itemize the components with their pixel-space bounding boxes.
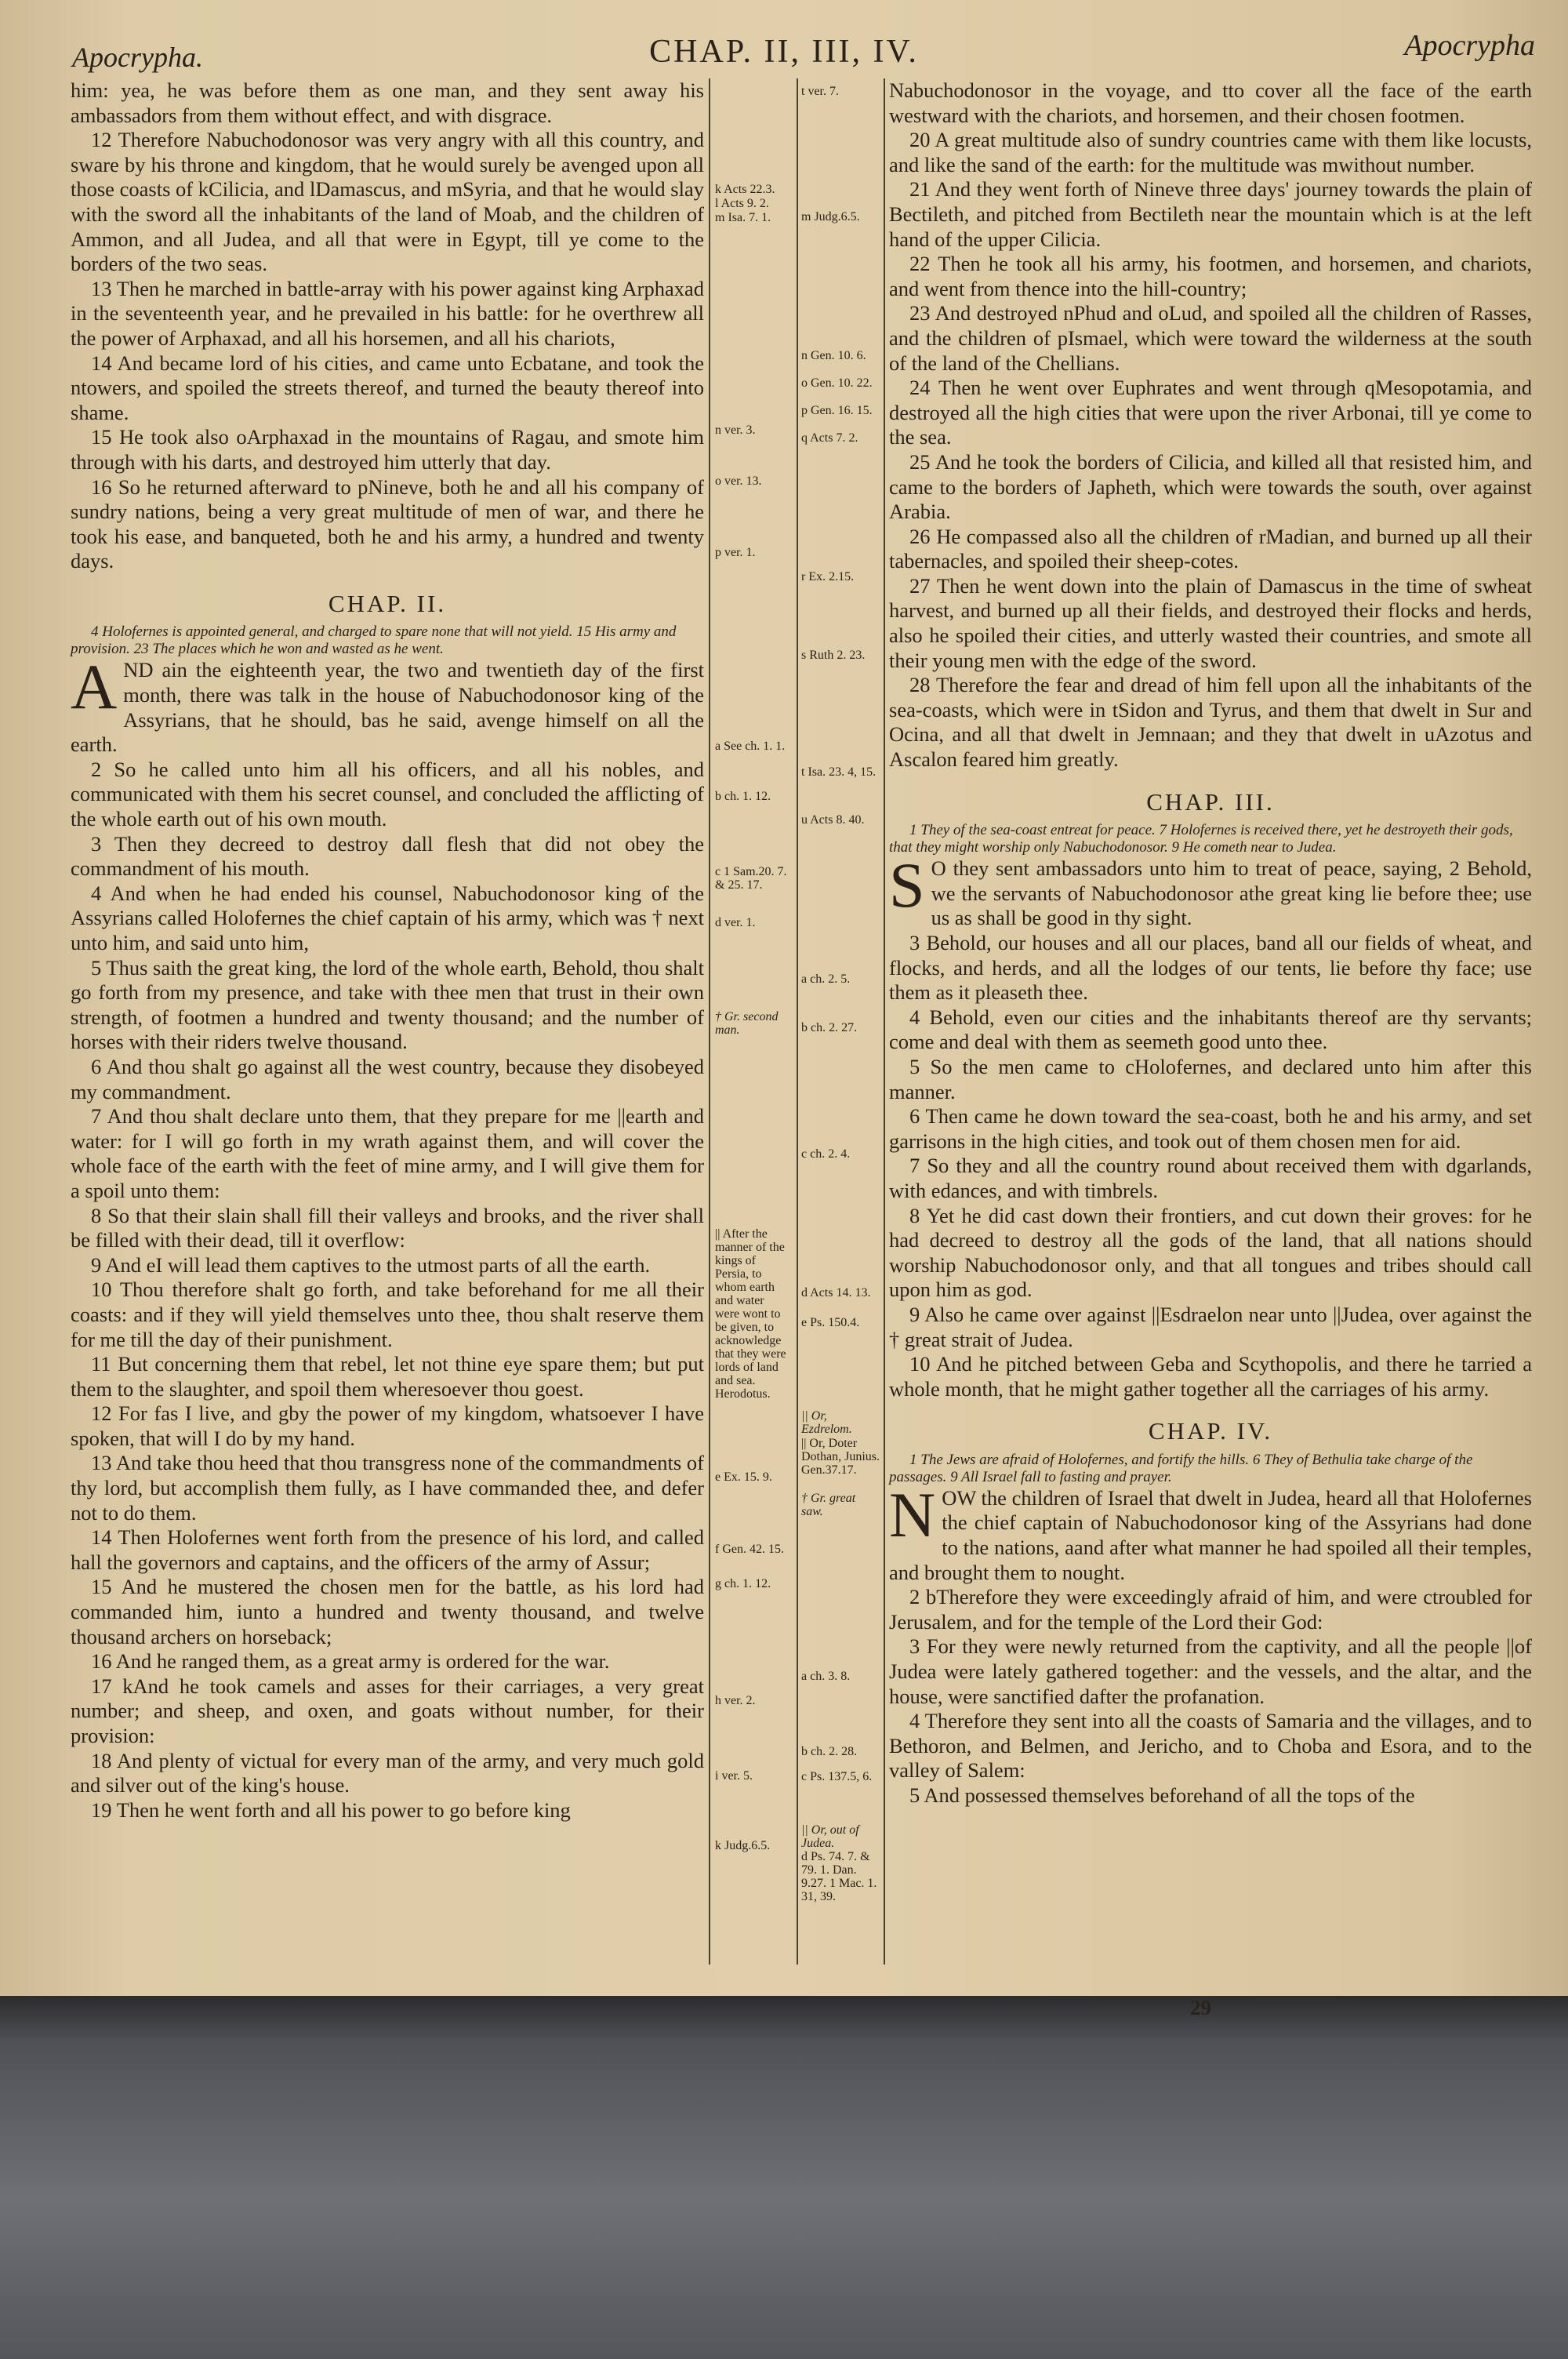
running-head-left: Apocrypha. (72, 42, 203, 73)
margin-note: n Gen. 10. 6. (801, 349, 866, 362)
margin-note: s Ruth 2. 23. (801, 649, 866, 662)
verse: 21 And they went forth of Nineve three days' journey towards the plain of Bectileth, and pitched from Bectileth near the mountain which is at the left hand of the upper Cilicia. (889, 177, 1532, 251)
verse (889, 1478, 1532, 1585)
margin-note: k Judg.6.5. (715, 1839, 771, 1852)
chapter-summary: 4 Holofernes is appointed general, and charged to spare none that will not yield. 15 His army and provision. 23 The places which he won and wasted as he went. (71, 623, 677, 658)
margin-note: a See ch. 1. 1. (715, 740, 786, 753)
verse-text: OW the children of Israel that dwelt in Judea, heard all that Holofernes the chief captain of Nabuchodonosor king of the Assyrians had done to the nations, aand after what manner he had spoiled all their temples, and brought them to nought. (889, 1485, 1532, 1584)
page-number: 29 (1190, 1996, 1211, 2019)
margin-note: † Gr. great saw. (801, 1492, 856, 1518)
margin-note: c Ps. 137.5, 6. (801, 1770, 873, 1783)
verse: 28 Therefore the fear and dread of him fell upon all the inhabitants of the sea-coasts, which were in tSidon and Tyrus, and them that dwelt in Sur and Ocina, and all that dwelt in Jemnaan; and they that dwelt in uAzotus and Ascalon feared him greatly. (889, 673, 1532, 772)
verse: 2 bTherefore they were exceedingly afraid of him, and were ctroubled for Jerusalem, and for the temple of the Lord their God: (889, 1585, 1532, 1634)
margin-note: a ch. 3. 8. (801, 1670, 851, 1683)
verse: him: yea, he was before them as one man, and they sent away his ambassadors from them without effect, and with disgrace. (71, 78, 704, 127)
verse: 20 A great multitude also of sundry countries came with them like locusts, and like the sand of the earth: for the multitude was mwithout number. (889, 128, 1532, 176)
chapter-heading: CHAP. II. (328, 589, 447, 617)
verse: 12 For fas I live, and gby the power of my kingdom, whatsoever I have spoken, that will I do by my hand. (71, 1401, 704, 1450)
verse: 25 And he took the borders of Cilicia, and killed all that resisted him, and came to the borders of Japheth, which were towards the south, over against Arabia. (889, 449, 1532, 524)
verse: 19 Then he went forth and all his power to go before king (91, 1797, 571, 1822)
verse: 8 Yet he did cast down their frontiers, and cut down their groves: for he had decreed to destroy all the gods of the land, that all nations should worship Nabuchodonosor only, and that all tongues and tribes should call upon him as god. (889, 1203, 1532, 1302)
margin-note: l Acts 9. 2. (715, 197, 769, 210)
margin-note: e Ps. 150.4. (801, 1316, 860, 1329)
running-head-center: CHAP. II, III, IV. (649, 34, 919, 70)
margin-note: d ver. 1. (715, 916, 756, 929)
verse: 7 And thou shalt declare unto them, that they prepare for me ||earth and water: for I will go forth in my wrath against them, and will cover the whole face of the earth with the feet of mine army, and I will give them for a spoil unto them: (71, 1104, 704, 1202)
verse: 24 Then he went over Euphrates and went through qMesopotamia, and destroyed all the high cities that were upon the river Arbonai, till ye come to the sea. (889, 376, 1532, 449)
margin-note: k Acts 22.3. (715, 183, 775, 196)
margin-note: o ver. 13. (715, 474, 762, 488)
verse-text: O they sent ambassadors unto him to treat of peace, saying, 2 Behold, we the servants of Nabuchodonosor athe great king lie before thee; use us as shall be good in thy sight. (931, 856, 1532, 930)
verse: 9 Also he came over against ||Esdraelon near unto ||Judea, over against the † great strait of Judea. (889, 1302, 1532, 1351)
margin-note: || Or, out of Judea. (801, 1823, 859, 1850)
verse: 14 Then Holofernes went forth from the presence of his lord, and called hall the governors and captains, and the officers of the army of Assur; (71, 1525, 704, 1574)
verse: 22 Then he took all his army, his footmen, and horsemen, and chariots, and went from thence into the hill-country; (889, 252, 1532, 300)
column-rule (884, 78, 885, 1965)
chapter-heading: CHAP. IV. (1148, 1417, 1273, 1445)
margin-note: o Gen. 10. 22. (801, 376, 873, 390)
verse: 16 And he ranged them, as a great army is ordered for the war. (91, 1649, 610, 1674)
verse: 26 He compassed also all the children of rMadian, and burned up all their tabernacles, and spoiled their sheep-cotes. (889, 524, 1532, 573)
verse: 4 Therefore they sent into all the coasts of Samaria and the villages, and to Bethoron, and Belmen, and Jericho, and to Choba and Esora, and to the valley of Salem: (889, 1709, 1532, 1783)
margin-note: || After the manner of the kings of Persia, to whom earth and water were wont to be given, to acknowledge that they were lords of land and sea. Herodotus. (715, 1227, 786, 1401)
margin-note: e Ex. 15. 9. (715, 1470, 772, 1484)
verse: 23 And destroyed nPhud and oLud, and spoiled all the children of Rasses, and the children of pIsmael, which were toward the wilderness at the south of the land of the Chellians. (889, 301, 1532, 375)
margin-note: b ch. 2. 27. (801, 1021, 858, 1034)
verse: 3 Then they decreed to destroy dall flesh that did not obey the commandment of his mouth. (71, 831, 704, 881)
margin-note: m Judg.6.5. (801, 210, 860, 224)
verse: 16 So he returned afterward to pNineve, both he and all his company of sundry nations, being a very great multitude of men of war, and there he took his ease, and banqueted, both he and his army, a hundred and twenty days. (71, 474, 704, 573)
column-rule (797, 78, 798, 1965)
verse: 14 And became lord of his cities, and came unto Ecbatane, and took the ntowers, and spoiled the streets thereof, and turned the beauty thereof into shame. (71, 351, 704, 424)
verse: 9 And eI will lead them captives to the utmost parts of all the earth. (91, 1252, 651, 1277)
margin-note: || Or, Ezdrelom. (801, 1409, 852, 1436)
margin-note: d Ps. 74. 7. & 79. 1. Dan. 9.27. 1 Mac. 1. 31, 39. (801, 1850, 877, 1903)
margin-note: a ch. 2. 5. (801, 972, 851, 986)
verse: 8 So that their slain shall fill their valleys and brooks, and the river shall be filled with their dead, till it overflow: (71, 1203, 704, 1252)
margin-note: p ver. 1. (715, 546, 756, 559)
margin-note: t ver. 7. (801, 85, 839, 98)
column-rule (709, 78, 710, 1965)
verse: 5 And possessed themselves beforehand of all the tops of the (909, 1783, 1415, 1807)
verse: 13 And take thou heed that thou transgress none of the commandments of thy lord, but accomplish them fully, as I have commanded thee, and defer not to do them. (71, 1451, 704, 1525)
background-surface (0, 1996, 1568, 2359)
verse: 10 Thou therefore shalt go forth, and take beforehand for me all their coasts: and if they will yield themselves unto thee, thou shalt reserve them for me till the day of their punishment. (71, 1278, 704, 1351)
verse: 6 Then came he down toward the sea-coast, both he and his army, and set garrisons in the high cities, and took out of them chosen men for aid. (889, 1104, 1532, 1153)
verse: 3 Behold, our houses and all our places, band all our fields of wheat, and flocks, and herds, and all the lodges of our tents, lie before thy face; use them as it pleaseth thee. (889, 931, 1532, 1005)
verse: 17 kAnd he took camels and asses for their carriages, a very great number; and sheep, and oxen, and goats without number, for their provision: (71, 1674, 704, 1747)
verse (71, 651, 704, 757)
drop-cap: A (71, 651, 118, 723)
drop-cap: S (889, 849, 925, 921)
margin-note: c 1 Sam.20. 7. & 25. 17. (715, 865, 787, 892)
verse: 15 And he mustered the chosen men for the battle, as his lord had commanded him, iunto a hundred and twenty thousand, and twelve thousand archers on horseback; (71, 1575, 704, 1648)
verse: Nabuchodonosor in the voyage, and tto cover all the face of the earth westward with the chariots, and horsemen, and their chosen footmen. (889, 78, 1532, 127)
verse: 12 Therefore Nabuchodonosor was very angry with all this country, and sware by his throne and kingdom, that he would surely be avenged upon all those coasts of kCilicia, and lDamascus, and mSyria, and that he would slay with the sword all the inhabitants of the land of Moab, and the children of Ammon, and all Judea, and all that were in Egypt, till ye come to the borders of the two seas. (71, 128, 704, 276)
verse: 2 So he called unto him all his officers, and all his nobles, and communicated with them his secret counsel, and concluded the afflicting of the whole earth out of his own mouth. (71, 757, 704, 831)
chapter-summary: 1 They of the sea-coast entreat for peace. 7 Holofernes is received there, yet he destroyeth their gods, that they might worship only Nabuchodonosor. 9 He cometh near to Judea. (889, 822, 1513, 856)
verse: 3 For they were newly returned from the captivity, and all the people ||of Judea were lately gathered together: and the vessels, and the altar, and the house, were sanctified dafter the profanation. (889, 1634, 1532, 1708)
verse: 13 Then he marched in battle-array with his power against king Arphaxad in the seventeenth year, and he prevailed in his battle: for he overthrew all the power of Arphaxad, and all his horsemen, and all his chariots, (71, 276, 704, 350)
margin-note: b ch. 2. 28. (801, 1745, 858, 1758)
margin-note: d Acts 14. 13. (801, 1286, 871, 1299)
verse: 6 And thou shalt go against all the west country, because they disobeyed my commandment. (71, 1054, 704, 1103)
margin-note: f Gen. 42. 15. (715, 1543, 784, 1556)
left-text-column (71, 78, 704, 1823)
verse (889, 849, 1532, 931)
verse: 18 And plenty of victual for every man of the army, and very much gold and silver out of the king's house. (71, 1748, 704, 1797)
margin-note: n ver. 3. (715, 423, 756, 437)
verse: 27 Then he went down into the plain of Damascus in the time of swheat harvest, and burned up all their fields, and destroyed their flocks and herds, also he spoiled their cities, and utterly wasted their countries, and smote all their young men with the edge of the sword. (889, 573, 1532, 672)
right-text-column (889, 78, 1532, 1808)
margin-note: m Isa. 7. 1. (715, 211, 771, 224)
margin-note: g ch. 1. 12. (715, 1577, 771, 1590)
margin-note: u Acts 8. 40. (801, 813, 865, 827)
verse: 7 So they and all the country round about received them with dgarlands, with edances, and with timbrels. (889, 1154, 1532, 1202)
chapter-heading: CHAP. III. (1146, 787, 1275, 816)
margin-note: || Or, Doter Dothan, Junius. Gen.37.17. (801, 1437, 880, 1477)
verse: 4 Behold, even our cities and the inhabitants thereof are thy servants; come and deal with them as seemeth good unto thee. (889, 1005, 1532, 1054)
margin-note: † Gr. second man. (715, 1010, 779, 1037)
margin-note: b ch. 1. 12. (715, 790, 771, 803)
verse: 4 And when he had ended his counsel, Nabuchodonosor king of the Assyrians called Holofernes the chief captain of his army, which was † next unto him, and said unto him, (71, 881, 704, 954)
margin-note: c ch. 2. 4. (801, 1147, 851, 1161)
drop-cap: N (889, 1478, 936, 1550)
verse: 5 So the men came to cHolofernes, and declared unto him after this manner. (889, 1054, 1532, 1103)
margin-note: t Isa. 23. 4, 15. (801, 765, 877, 779)
margin-note: r Ex. 2.15. (801, 570, 855, 583)
margin-note: p Gen. 16. 15. (801, 404, 873, 417)
verse: 10 And he pitched between Geba and Scythopolis, and there he tarried a whole month, that he might gather together all the carriages of his army. (889, 1352, 1532, 1401)
chapter-summary: 1 The Jews are afraid of Holofernes, and fortify the hills. 6 They of Bethulia take charge of the passages. 9 All Israel fall to fasting and prayer. (889, 1451, 1473, 1485)
verse-text: ND ain the eighteenth year, the two and twentieth day of the first month, there was talk in the house of Nabuchodonosor king of the Assyrians, that he should, bas he said, avenge himself on all the earth. (71, 658, 704, 757)
verse: 5 Thus saith the great king, the lord of the whole earth, Behold, thou shalt go forth from my presence, and take with thee men that trust in their own strength, of footmen a hundred and twenty thousand; and the number of horses with their riders twelve thousand. (71, 955, 704, 1054)
margin-note: q Acts 7. 2. (801, 431, 858, 445)
running-head-right: Apocrypha (1404, 29, 1535, 62)
margin-note: i ver. 5. (715, 1769, 753, 1783)
verse: 15 He took also oArphaxad in the mountains of Ragau, and smote him through with his darts, and destroyed him utterly that day. (71, 425, 704, 474)
verse: 11 But concerning them that rebel, let not thine eye spare them; but put them to the slaughter, and spoil them wheresoever thou goest. (71, 1352, 704, 1401)
margin-note: h ver. 2. (715, 1694, 756, 1707)
